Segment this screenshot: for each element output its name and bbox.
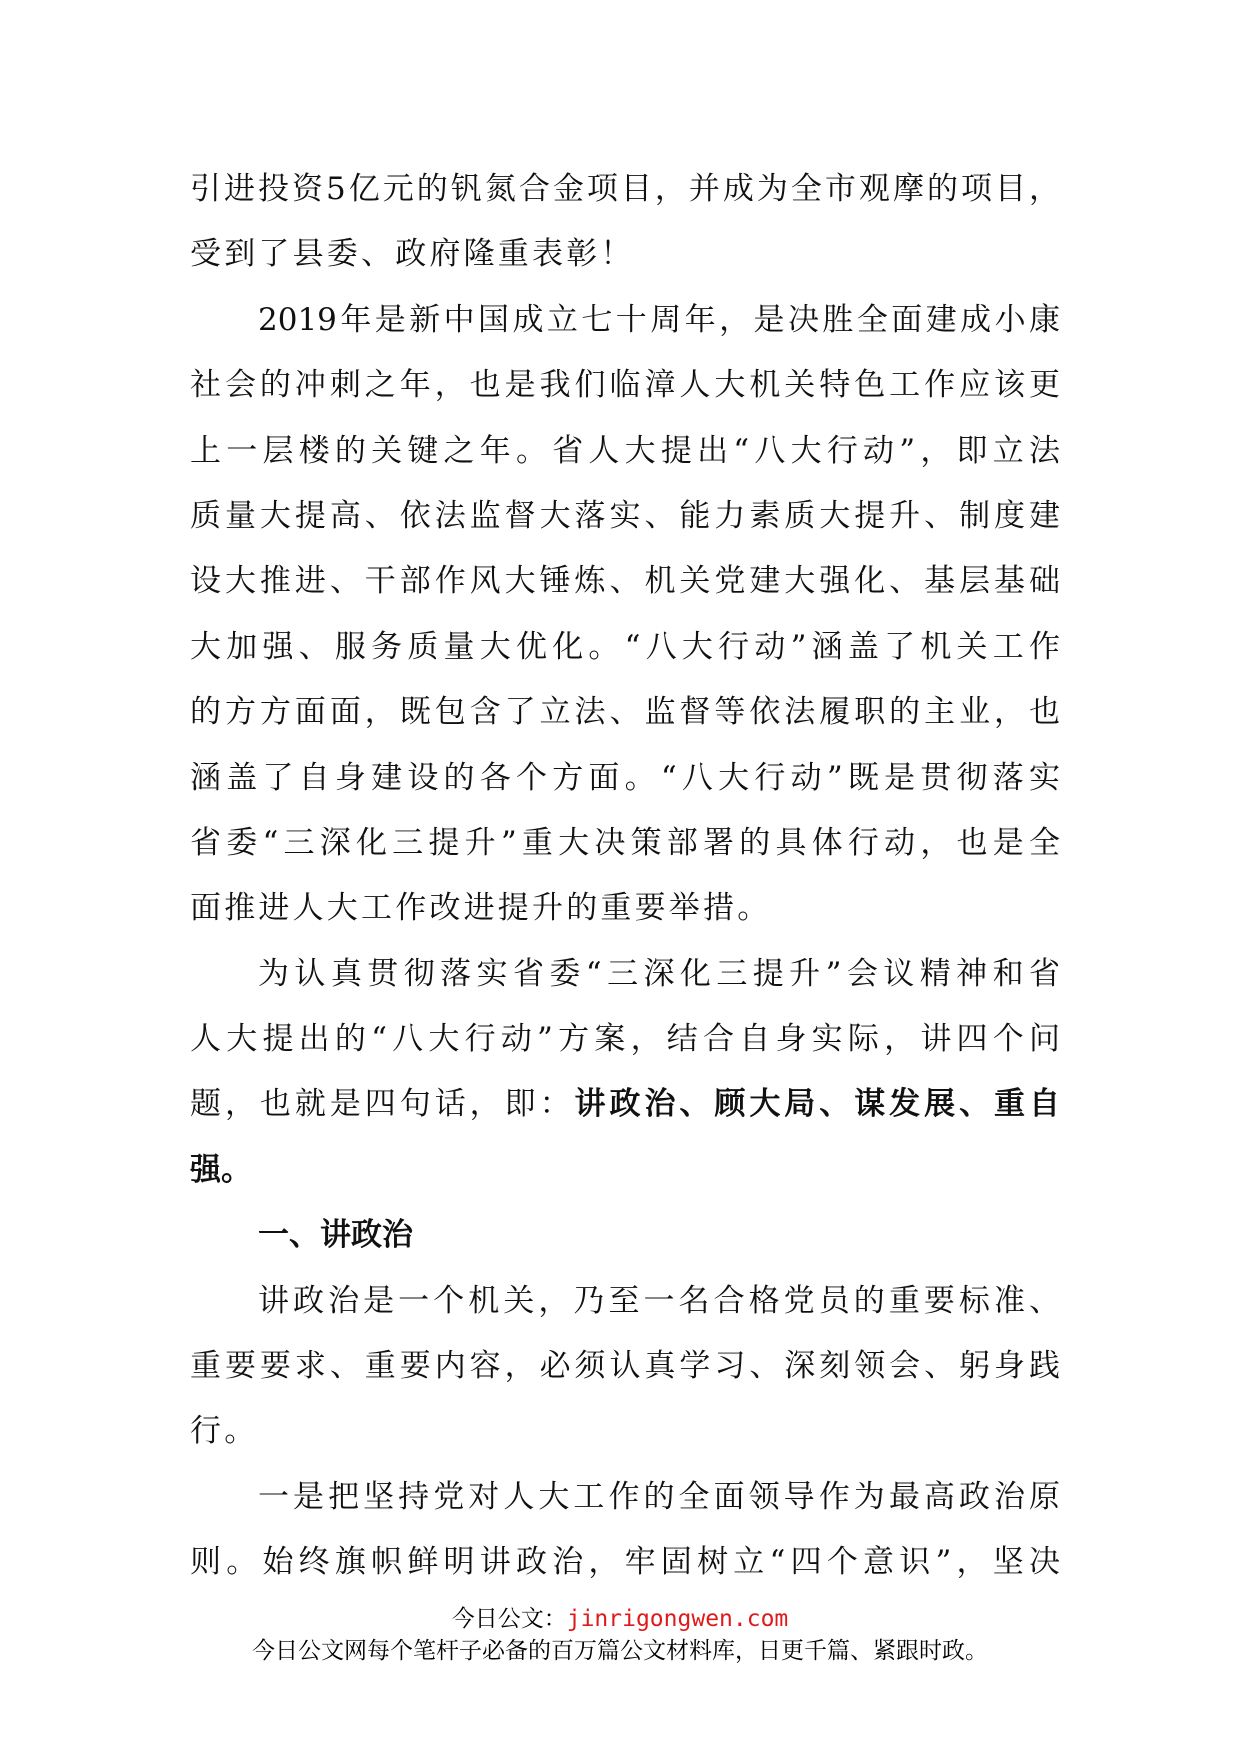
paragraph-line: 2019年是新中国成立七十周年，是决胜全面建成小康 [258,301,1060,338]
plain-text: 题，也就是四句话，即： [190,1086,575,1123]
paragraph-line: 设大推进、干部作风大锤炼、机关党建大强化、基层基础 [190,563,1060,600]
paragraph-line: 省委“三深化三提升”重大决策部署的具体行动，也是全 [190,824,1060,861]
paragraph-line: 一是把坚持党对人大工作的全面领导作为最高政治原 [258,1478,1060,1515]
paragraph-line: 引进投资5亿元的钒氮合金项目，并成为全市观摩的项目， [190,171,1060,207]
footer-url-link[interactable]: jinrigongwen.com [566,1606,789,1632]
paragraph-line: 的方方面面，既包含了立法、监督等依法履职的主业，也 [190,694,1060,731]
footer-label: 今日公文： [451,1606,567,1632]
paragraph-line: 受到了县委、政府隆重表彰！ [190,236,635,273]
bold-text: 讲政治、顾大局、谋发展、重自 [574,1086,1061,1123]
paragraph-line [190,1072,1060,1137]
paragraph-line: 为认真贯彻落实省委“三深化三提升”会议精神和省 [258,955,1060,992]
paragraph-line: 涵盖了自身建设的各个方面。“八大行动”既是贯彻落实 [190,759,1060,796]
paragraph-line: 面推进人大工作改进提升的重要举措。 [190,890,772,927]
paragraph-line: 人大提出的“八大行动”方案，结合自身实际，讲四个问 [190,1021,1060,1058]
section-heading: 一、讲政治 [258,1217,413,1254]
paragraph-line: 则。始终旗帜鲜明讲政治，牢固树立“四个意识”，坚决 [190,1544,1060,1581]
paragraph-line: 重要要求、重要内容，必须认真学习、深刻领会、躬身践 [190,1348,1060,1385]
paragraph-line: 质量大提高、依法监督大落实、能力素质大提升、制度建 [190,497,1060,534]
paragraph-line: 行。 [190,1413,259,1450]
paragraph-line: 强。 [190,1151,252,1188]
footer-slogan: 今日公文网每个笔杆子必备的百万篇公文材料库，日更千篇、紧跟时政。 [252,1638,988,1664]
footer-source [0,1600,1240,1633]
paragraph-line: 社会的冲刺之年，也是我们临漳人大机关特色工作应该更 [190,367,1060,404]
paragraph-line: 上一层楼的关键之年。省人大提出“八大行动”，即立法 [190,432,1060,469]
paragraph-line: 讲政治是一个机关，乃至一名合格党员的重要标准、 [258,1282,1060,1319]
document-body [190,157,1060,1596]
paragraph-line: 大加强、服务质量大优化。“八大行动”涵盖了机关工作 [190,628,1060,665]
